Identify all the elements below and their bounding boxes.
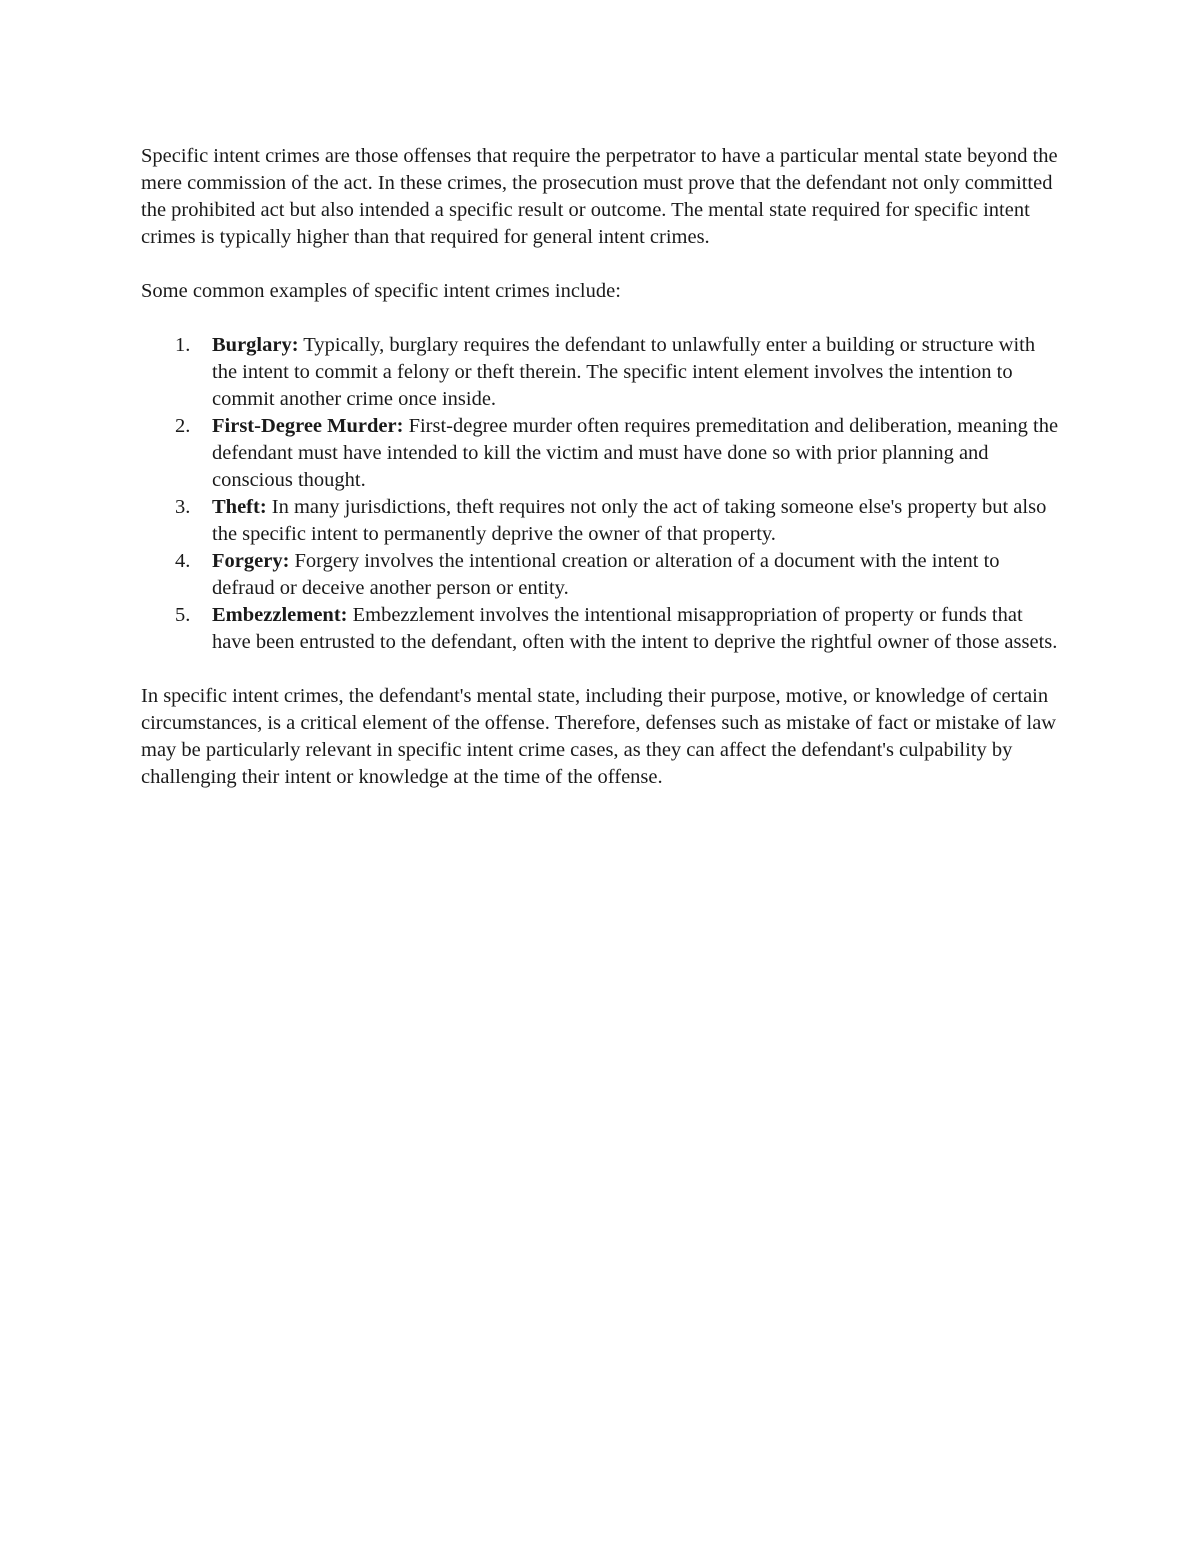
list-item-number: 4. xyxy=(175,550,191,572)
list-item xyxy=(141,413,1061,494)
list-item-text: In many jurisdictions, theft requires not only the act of taking someone else's property but also the specific intent to permanently deprive the owner of that property. xyxy=(212,496,1047,545)
examples-list xyxy=(141,332,1061,656)
list-item-term: Embezzlement: xyxy=(212,604,348,626)
list-item-number: 5. xyxy=(175,604,191,626)
document-page xyxy=(141,143,1061,818)
list-item-number: 3. xyxy=(175,496,191,518)
list-item-term: First-Degree Murder: xyxy=(212,415,404,437)
intro-paragraph: Specific intent crimes are those offenses that require the perpetrator to have a particular mental state beyond the mere commission of the act. In these crimes, the prosecution must prove that the defendant not only committed the prohibited act but also intended a specific result or outcome. The mental state required for specific intent crimes is typically higher than that required for general intent crimes. xyxy=(141,145,1058,248)
list-item xyxy=(141,548,1061,602)
list-item xyxy=(141,332,1061,413)
list-item-number: 1. xyxy=(175,334,191,356)
list-item-term: Forgery: xyxy=(212,550,290,572)
list-item xyxy=(141,494,1061,548)
list-item xyxy=(141,602,1061,656)
list-item-text: Forgery involves the intentional creation or alteration of a document with the intent to defraud or deceive another person or entity. xyxy=(212,550,1000,599)
list-item-term: Theft: xyxy=(212,496,267,518)
list-item-number: 2. xyxy=(175,415,191,437)
list-item-term: Burglary: xyxy=(212,334,299,356)
list-item-text: First-degree murder often requires premeditation and deliberation, meaning the defendant must have intended to kill the victim and must have done so with prior planning and conscious thought. xyxy=(212,415,1059,491)
list-item-text: Typically, burglary requires the defendant to unlawfully enter a building or structure with the intent to commit a felony or theft therein. The specific intent element involves the intention to commit another crime once inside. xyxy=(212,334,1036,410)
list-item-text: Embezzlement involves the intentional misappropriation of property or funds that have been entrusted to the defendant, often with the intent to deprive the rightful owner of those assets. xyxy=(212,604,1058,653)
examples-heading: Some common examples of specific intent crimes include: xyxy=(141,280,621,302)
conclusion-paragraph: In specific intent crimes, the defendant's mental state, including their purpose, motive, or knowledge of certain circumstances, is a critical element of the offense. Therefore, defenses such as mistake of fact or mistake of law may be particularly relevant in specific intent crime cases, as they can affect the defendant's culpability by challenging their intent or knowledge at the time of the offense. xyxy=(141,685,1057,788)
